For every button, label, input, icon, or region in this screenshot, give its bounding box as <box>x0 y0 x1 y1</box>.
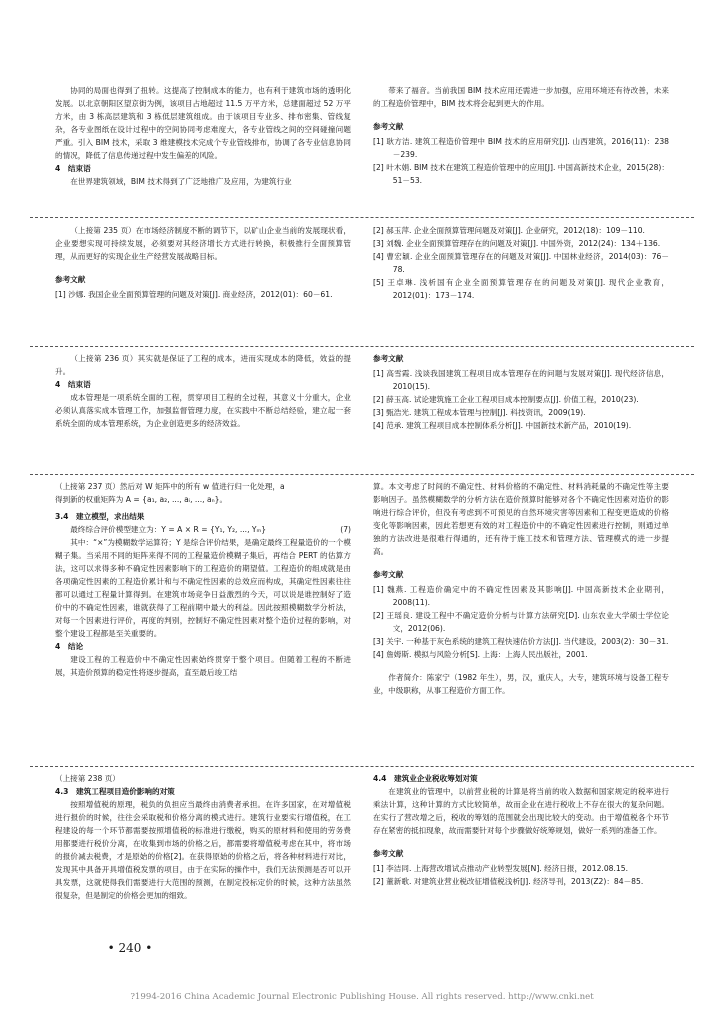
section-heading: 4 结论 <box>55 642 84 651</box>
section-heading: 4 结束语 <box>55 164 91 173</box>
continued-from: （上接第 238 页） <box>55 774 120 783</box>
article-section-cost <box>55 352 669 472</box>
section-divider <box>30 766 694 767</box>
formula: 最终综合评价模型建立为：Y = A × R = {Y₁, Y₂, ..., Yₘ} <box>70 525 267 534</box>
left-column <box>55 772 351 902</box>
left-column <box>55 352 351 430</box>
right-column <box>373 480 669 697</box>
reference-item: [1] 耿方洁. 建筑工程造价管理中 BIM 技术的应用研究[J]. 山西建筑，2016(11)：238－239. <box>373 137 669 159</box>
formula-line <box>55 523 351 536</box>
body-paragraph: 得到新的权重矩阵为 A = {a₁, a₂, ..., aᵢ, ..., aₙ}。 <box>55 495 228 504</box>
body-paragraph: （上接第 236 页）其实就是保证了工程的成本，进而实现成本的降低，效益的提升。 <box>55 354 351 376</box>
body-paragraph: 协同的局面也得到了扭转。这提高了控制成本的能力，也有利于建筑市场的透明化发展。以北京朝阳区望京街为例，该项目占地超过 11.5 万平方米，总建面超过 52 万平方米，由 3 栋高层建筑和 3 栋低层建筑组成。由于该项目专业多、排布密集、管线复杂，各专业图纸在设计过程中的空间协同考虑难度大，各专业管线之间的空间碰撞问题严重。引入 BIM 技术，采取 3 维建模技术完成个专业管线排布，协调了各专业信息协同的情况，降低了信息传递过程中发生偏差的风险。 <box>55 86 351 160</box>
reference-item: [3] 关宇. 一种基于灰色系统的建筑工程快速估价方法[J]. 当代建设，2003(2)：30－31. <box>373 637 669 646</box>
right-column <box>373 772 669 888</box>
section-heading: 4.4 建筑业企业税收筹划对策 <box>373 774 478 783</box>
body-paragraph: 在世界建筑领域，BIM 技术得到了广泛地推广及应用，为建筑行业 <box>70 177 292 186</box>
copyright-footer: ?1994-2016 China Academic Journal Electronic Publishing House. All rights reserved. http://www.cnki.net <box>130 992 594 1002</box>
section-divider <box>30 346 694 347</box>
section-divider <box>30 217 694 218</box>
body-paragraph: 建设工程的工程造价中不确定性因素始终贯穿于整个项目。但随着工程的不断进展，其造价预算的稳定性将逐步提高，直至最后竣工结 <box>55 655 351 677</box>
article-section-bim <box>55 84 669 204</box>
reference-item: [2] 叶木娟. BIM 技术在建筑工程造价管理中的应用[J]. 中国高新技术企业，2015(28)：51－53. <box>373 163 669 185</box>
reference-item: [1] 魏燕. 工程造价确定中的不确定性因素及其影响[J]. 中国高新技术企业期刊，2008(11). <box>373 585 669 607</box>
reference-item: [1] 李洁同. 上海营改增试点推动产业转型发展[N]. 经济日报，2012.08.15. <box>373 864 628 873</box>
references-heading: 参考文献 <box>55 275 86 284</box>
body-paragraph: 其中：“×”为模糊数学运算符；Y 是综合评价结果，是确定最终工程量造价的一个模糊子集。当采用不同的矩阵来得不同的工程量造价模糊子集后，再结合 PERT 的估算方法，这可以求得多种不确定性因素影响下的工程造价的期望值。工程造价的组成就是由各项确定性因素的工程造价累计和与不确定性因素的总效应而构成，其确定性因素往往都可以通过工程量计算得到。在建筑市场竞争日益激烈的今天，可以说是谁控制好了造价中的不确定性因素，谁就获得了工程前期中最大的利益。因此按照模糊数学分析法，对每一个因素进行评价，再度的判别，控制好不确定性因素对整个造价过程的影响，对整个建设工程都是至关重要的。 <box>55 538 351 638</box>
reference-item: [4] 詹姆斯. 模拟与风险分析[S]. 上海：上海人民出版社，2001. <box>373 650 588 659</box>
article-section-uncertainty <box>55 480 669 762</box>
section-heading: 3.4 建立模型，求出结果 <box>55 512 145 521</box>
body-paragraph: 在建筑业的管理中，以前营业税的计算是将当前的收入数据和国家规定的税率进行乘法计算，这种计算的方式比较简单，故而企业在进行税收上不存在很大的复杂问题。在实行了营改增之后，税收的筹划的范围就会出现比较大的变动。由于增值税各个环节存在紧密的抵扣现象，故而需要针对每个步骤做好统筹规划，做好一系列的准备工作。 <box>373 787 669 835</box>
right-column <box>373 224 669 302</box>
body-paragraph: 带来了福音。当前我国 BIM 技术应用还需进一步加强，应用环境还有待改善，未来的工程造价管理中，BIM 技术将会起到更大的作用。 <box>373 86 669 108</box>
section-divider <box>30 474 694 475</box>
body-paragraph: 按照增值税的原理，税负的负担应当最终由消费者承担。在许多国家，在对增值税进行报价的时候，往往会采取税和价格分离的模式进行。建筑行业要实行增值税，在工程建设的每一个环节都需要按照增值税的标准进行缴税，购买的原材料和使用的劳务费用都要进行税价分离，在收集到市场的价格之后，都需要将增值税考虑在其中，将市场的报价减去税费，才是原始的价格[2]。在获得原始的价格之后，将各种材料进行对比，发现其中具备开具增值税发票的项目，由于在实际的操作中，我们无法预测是否可以开具发票，这就使得我们需要进行大范围的预测，在制定投标定价的时候，这种方法虽然很复杂，但是制定的价格会更加的细致。 <box>55 800 351 900</box>
reference-item: [2] 王瑶良. 建设工程中不确定造价分析与计算方法研究[D]. 山东农业大学硕士学位论文，2012(06). <box>373 611 669 633</box>
left-column <box>55 84 351 188</box>
reference-item: [2] 董新歌. 对建筑业营业税改征增值税浅析[J]. 经济导刊，2013(Z2)：84－85. <box>373 877 644 886</box>
body-paragraph: 成本管理是一项系统全面的工程，贯穿项目工程的全过程，其意义十分重大，企业必须认真落实成本管理工作，加强监督管理力度，在实践中不断总结经验，建立起一套系统全面的成本管理系统，为企业创造更多的经济效益。 <box>55 393 351 428</box>
left-column <box>55 224 351 301</box>
reference-item: [3] 刘魏. 企业全面预算管理存在的问题及对策[J]. 中国外资，2012(24)：134＋136. <box>373 239 661 248</box>
article-section-tax <box>55 772 669 932</box>
reference-item: [2] 郝玉萍. 企业全面预算管理问题及对策[J]. 企业研究，2012(18)：109－110. <box>373 226 645 235</box>
reference-item: [3] 甄浩光. 建筑工程成本管理与控制[J]. 科技资讯，2009(19). <box>373 408 586 417</box>
reference-item: [2] 薛玉高. 试论建筑施工企业工程项目成本控制要点[J]. 价值工程，2010(23). <box>373 395 639 404</box>
reference-item: [1] 沙娜. 我国企业全面预算管理的问题及对策[J]. 商业经济，2012(01)：60－61. <box>55 290 333 299</box>
reference-item: [4] 曹宏颖. 企业全面预算管理存在的问题及对策[J]. 中国林业经济，2014(03)：76－78. <box>373 252 669 274</box>
left-column <box>55 480 351 679</box>
reference-item: [5] 王卓琳. 浅析国有企业全面预算管理存在的问题及对策[J]. 现代企业教育，2012(01)：173－174. <box>373 278 669 300</box>
body-paragraph: （上接第 235 页）在市场经济制度不断的调节下，以矿山企业当前的发展现状看，企业要想实现可持续发展，必须要对其经济增长方式进行转换，积极推行全面预算管理，从而更好的实现企业生产经营发展战略目标。 <box>55 226 351 261</box>
references-heading: 参考文献 <box>373 849 404 858</box>
right-column <box>373 84 669 187</box>
body-paragraph: 算。本文考虑了时间的不确定性、材料价格的不确定性、材料消耗量的不确定性等主要影响因子。虽然模糊数学的分析方法在造价预算时能够对各个不确定性因素对造价的影响进行综合评价，但没有考虑到不可预见的自然环境灾害等因素和工程变更造成的价格变化等影响因素，因此若想更有效的对工程造价中的不确定性因素进行控制，则通过单独的方法改进是很难行得通的，还有待于施工技术和管理方法、管理模式的进一步提高。 <box>373 482 669 556</box>
section-heading: 4.3 建筑工程项目造价影响的对策 <box>55 787 175 796</box>
equation-number: (7) <box>340 525 351 534</box>
references-heading: 参考文献 <box>373 354 404 363</box>
body-paragraph: （上接第 237 页）然后对 W 矩阵中的所有 w 值进行归一化处理，a <box>55 482 285 491</box>
reference-item: [4] 范承. 建筑工程项目成本控制体系分析[J]. 中国新技术新产品，2010(19). <box>373 421 632 430</box>
references-heading: 参考文献 <box>373 570 404 579</box>
references-heading: 参考文献 <box>373 122 404 131</box>
article-section-budget <box>55 224 669 336</box>
right-column <box>373 352 669 432</box>
author-bio: 作者简介：陈家宁（1982 年生），男，汉，重庆人，大专，建筑环境与设备工程专业，中级职称，从事工程造价方面工作。 <box>373 673 669 695</box>
section-heading: 4 结束语 <box>55 380 91 389</box>
page-number: • 240 • <box>107 941 153 955</box>
reference-item: [1] 高雪霞. 浅谈我国建筑工程项目成本管理存在的问题与发展对策[J]. 现代经济信息，2010(15). <box>373 369 669 391</box>
